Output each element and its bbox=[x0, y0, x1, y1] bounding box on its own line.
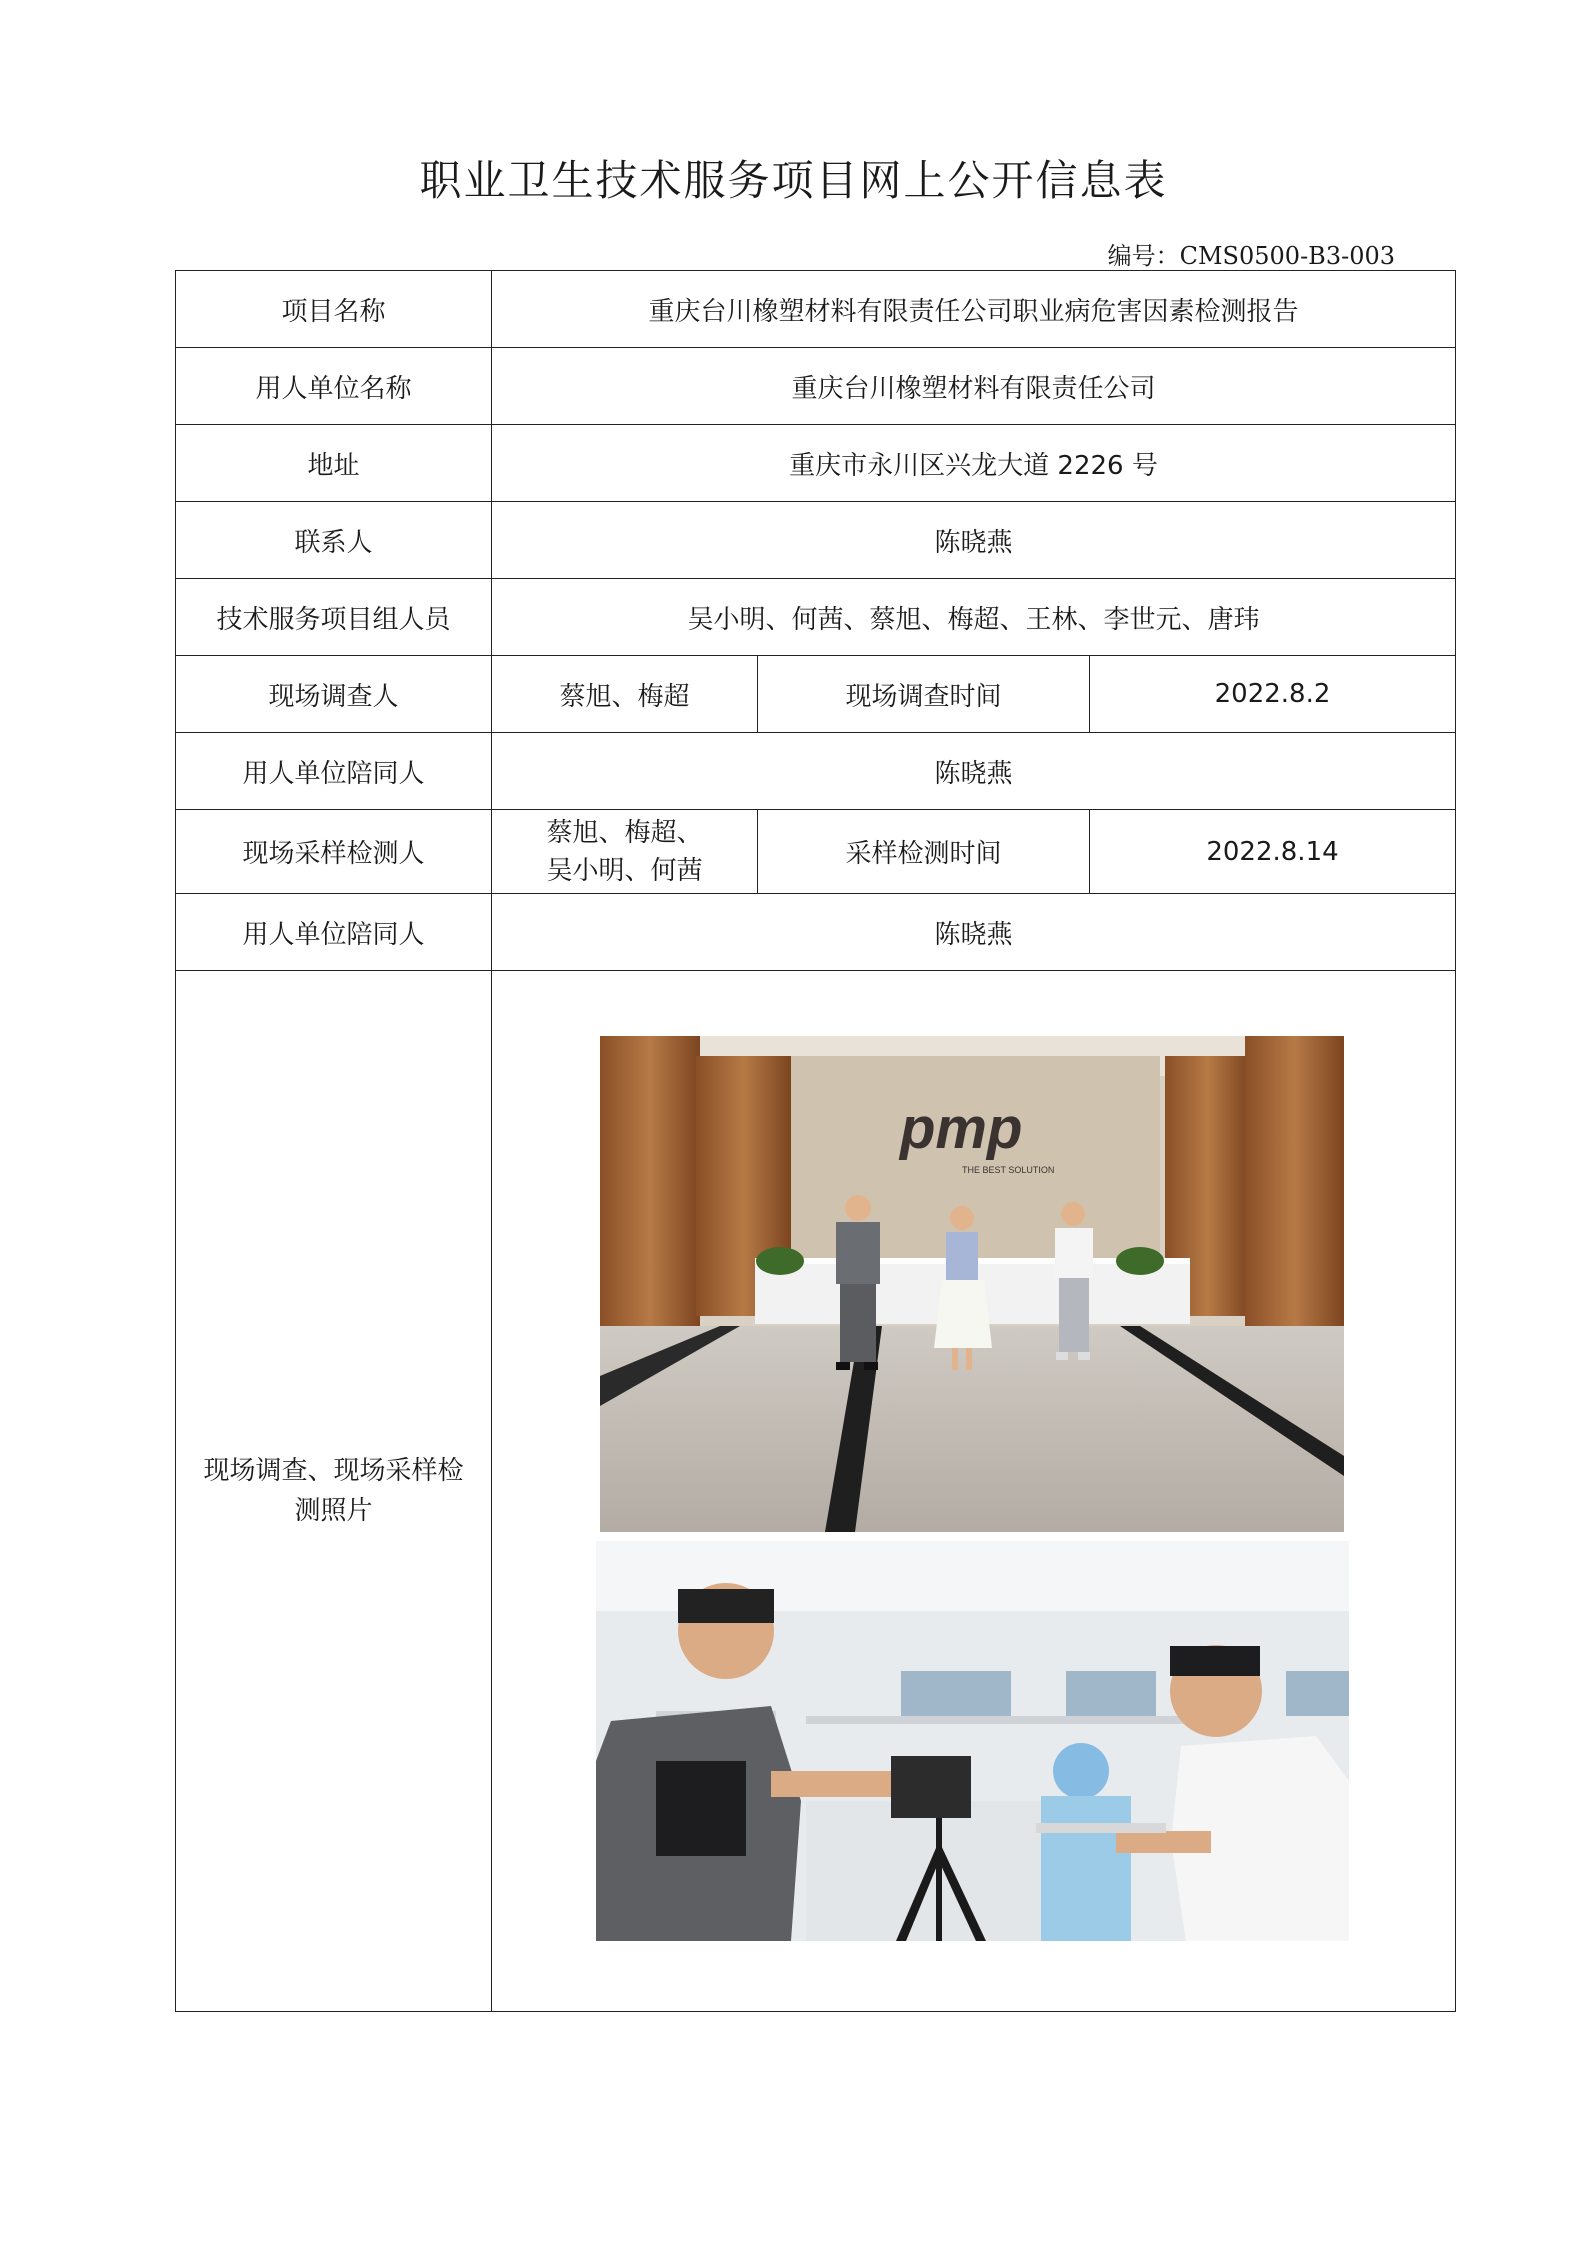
project-name-label: 项目名称 bbox=[176, 271, 492, 348]
row-sampling-escort bbox=[176, 894, 1456, 971]
photos-label-line1: 现场调查、现场采样检 bbox=[203, 1456, 464, 1486]
sampling-photo bbox=[596, 1541, 1349, 1941]
project-name-value: 重庆台川橡塑材料有限责任公司职业病危害因素检测报告 bbox=[492, 271, 1456, 348]
survey-escort-value: 陈晓燕 bbox=[492, 733, 1456, 810]
address-label: 地址 bbox=[176, 425, 492, 502]
row-photos bbox=[176, 971, 1456, 2012]
photos-label-line2: 测照片 bbox=[294, 1496, 373, 1526]
row-address bbox=[176, 425, 1456, 502]
survey-label: 现场调查人 bbox=[176, 656, 492, 733]
lobby-photo-illustration bbox=[600, 1036, 1344, 1532]
contact-value: 陈晓燕 bbox=[492, 502, 1456, 579]
survey-value: 蔡旭、梅超 bbox=[492, 656, 758, 733]
photos-cell bbox=[492, 971, 1456, 2012]
sampling-escort-label: 用人单位陪同人 bbox=[176, 894, 492, 971]
sampling-label: 现场采样检测人 bbox=[176, 810, 492, 894]
employer-label: 用人单位名称 bbox=[176, 348, 492, 425]
sampling-value-line1: 蔡旭、梅超、 bbox=[546, 817, 703, 848]
workshop-photo-illustration bbox=[596, 1541, 1349, 1941]
survey-time-value: 2022.8.2 bbox=[1090, 656, 1456, 733]
sampling-time-label: 采样检测时间 bbox=[758, 810, 1090, 894]
sampling-escort-value: 陈晓燕 bbox=[492, 894, 1456, 971]
address-value: 重庆市永川区兴龙大道 2226 号 bbox=[492, 425, 1456, 502]
contact-label: 联系人 bbox=[176, 502, 492, 579]
row-employer bbox=[176, 348, 1456, 425]
document-number bbox=[1108, 236, 1395, 271]
sampling-value bbox=[492, 810, 758, 894]
document-number-label: 编号： bbox=[1107, 242, 1180, 270]
row-contact bbox=[176, 502, 1456, 579]
pmp-logo-subtext: THE BEST SOLUTION bbox=[962, 1165, 1055, 1175]
document-number-value: CMS0500-B3-003 bbox=[1179, 242, 1395, 270]
team-value: 吴小明、何茜、蔡旭、梅超、王林、李世元、唐玮 bbox=[492, 579, 1456, 656]
pmp-logo: pmp bbox=[900, 1096, 1023, 1161]
page-title: 职业卫生技术服务项目网上公开信息表 bbox=[419, 156, 1168, 205]
row-survey bbox=[176, 656, 1456, 733]
team-label: 技术服务项目组人员 bbox=[176, 579, 492, 656]
row-survey-escort bbox=[176, 733, 1456, 810]
site-survey-photo bbox=[600, 1036, 1344, 1532]
sampling-value-line2: 吴小明、何茜 bbox=[546, 855, 703, 886]
row-project-name bbox=[176, 271, 1456, 348]
sampling-time-value: 2022.8.14 bbox=[1090, 810, 1456, 894]
row-sampling bbox=[176, 810, 1456, 894]
row-team bbox=[176, 579, 1456, 656]
survey-escort-label: 用人单位陪同人 bbox=[176, 733, 492, 810]
photos-label bbox=[176, 971, 492, 2012]
survey-time-label: 现场调查时间 bbox=[758, 656, 1090, 733]
info-table bbox=[175, 270, 1456, 2012]
employer-value: 重庆台川橡塑材料有限责任公司 bbox=[492, 348, 1456, 425]
